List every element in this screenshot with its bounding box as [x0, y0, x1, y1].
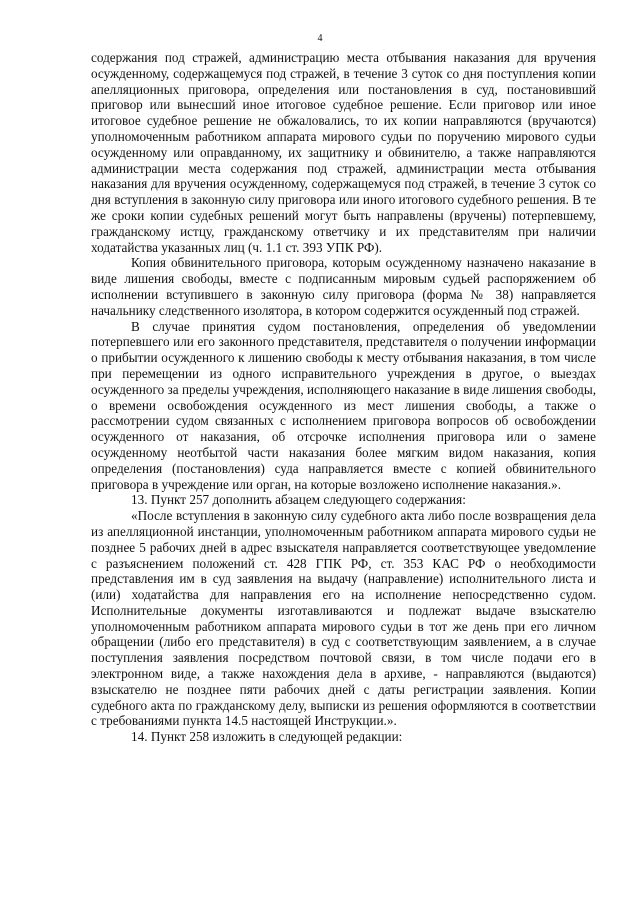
paragraph-continuation: содержания под стражей, администрацию места отбывания наказания для вручения осужденному, содержащемуся под стражей, в течение 3 суток со дня поступления копии апелляционных приговора, определения или постановления в суд, постановивший приговор или вынесший иное итоговое судебное решение. Если приговор или иное итоговое судебное решение не обжаловались, то их копии направляются (вручаются) уполномоченным работником аппарата мирового судьи по поручению мирового судьи осужденному или оправданному, их защитнику и обвинителю, а также направляются администрации места содержания под стражей, администрации места отбывания наказания для вручения осужденному, содержащемуся под стражей, в течение 3 суток со дня вступления в законную силу приговора или иного итогового судебного решения. В те же сроки копии судебных решений могут быть направлены (вручены) потерпевшему, гражданскому истцу, гражданскому ответчику и их представителям при наличии ходатайства указанных лиц (ч. 1.1 ст. 393 УПК РФ). [91, 50, 596, 255]
paragraph-case-notification: В случае принятия судом постановления, определения об уведомлении потерпевшего или его законного представителя, представителя о получении информации о прибытии осужденного к лишению свободы к месту отбывания наказания, в том числе при перемещении из одного исправительного учреждения в другое, о выездах осужденного за пределы учреждения, исполняющего наказание в виде лишения свободы, о времени освобождения осужденного из мест лишения свободы, а также о рассмотрении судом связанных с исполнением приговора вопросов об освобождении осужденного от наказания, об отсрочке исполнения приговора или о замене осужденному неотбытой части наказания более мягким видом наказания, копия определения (постановления) суда направляется вместе с копией обвинительного приговора в учреждение или орган, на которые возложено исполнение наказания.». [91, 318, 596, 492]
page-number: 4 [317, 33, 323, 44]
document-body [91, 50, 596, 745]
paragraph-quote-257: «После вступления в законную силу судебного акта либо после возвращения дела из апелляционной инстанции, уполномоченным работником аппарата мирового судьи не позднее 5 рабочих дней в адрес взыскателя направляется соответствующее уведомление с разъяснением положений ст. 428 ГПК РФ, ст. 353 КАС РФ о необходимости представления им в суд заявления на выдачу (направление) исполнительного листа и (или) ходатайства для направления его на исполнение непосредственно судом. Исполнительные документы изготавливаются и подлежат выдаче взыскателю уполномоченным работником аппарата мирового судьи в тот же день при его личном обращении (либо его представителя) в суд с соответствующим заявлением, а в случае поступления заявления посредством почтовой связи, в том числе подачи его в электронном виде, а также нахождения дела в архиве, - направляются (выдаются) взыскателю не позднее пяти рабочих дней с даты регистрации заявления. Копии судебного акта по гражданскому делу, выписки из решения оформляются в соответствии с требованиями пункта 14.5 настоящей Инструкции.». [91, 508, 596, 729]
paragraph-item-14: 14. Пункт 258 изложить в следующей редакции: [131, 729, 403, 745]
paragraph-copy-sentence: Копия обвинительного приговора, которым осужденному назначено наказание в виде лишения свободы, вместе с подписанным мировым судьей распоряжением об исполнении вступившего в законную силу приговора (форма № 38) направляется начальнику следственного изолятора, в котором содержится осужденный под стражей. [91, 255, 596, 318]
paragraph-item-13: 13. Пункт 257 дополнить абзацем следующего содержания: [131, 492, 466, 508]
